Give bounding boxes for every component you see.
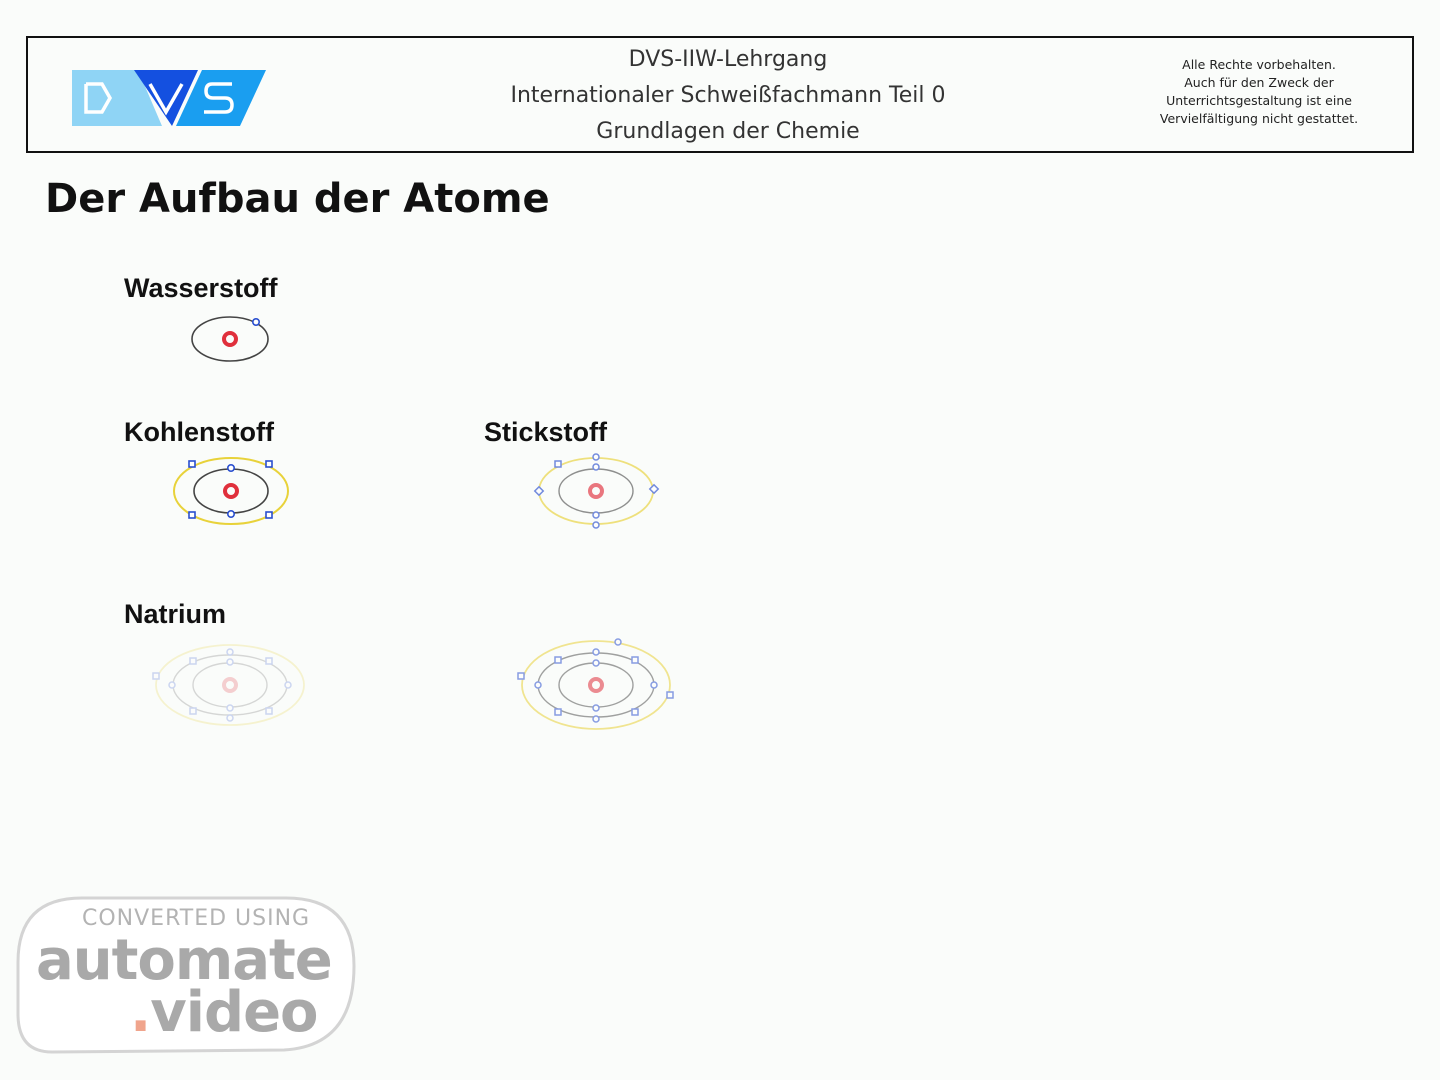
nucleus: [225, 485, 237, 497]
electron: [667, 692, 673, 698]
electron: [615, 639, 621, 645]
electron: [593, 649, 599, 655]
electron: [266, 512, 272, 518]
carbon-atom-diagram: [166, 452, 296, 532]
page-title: Der Aufbau der Atome: [45, 176, 550, 222]
course-line: Internationaler Schweißfachmann Teil 0: [510, 83, 946, 108]
electron: [650, 485, 658, 493]
copyright-line: Auch für den Zweck der: [1184, 75, 1334, 90]
inner-shell: [559, 469, 633, 513]
watermark-brand-suffix: .video: [130, 980, 318, 1045]
electron: [228, 465, 234, 471]
label-sodium: Natrium: [124, 599, 227, 629]
electron: [632, 709, 638, 715]
hydrogen-atom-diagram: [180, 310, 280, 370]
electron: [189, 512, 195, 518]
inner-shell: [559, 663, 633, 707]
electron: [266, 461, 272, 467]
copyright-line: Vervielfältigung nicht gestattet.: [1159, 111, 1359, 126]
course-line: DVS-IIW-Lehrgang: [628, 47, 828, 72]
electron: [518, 673, 524, 679]
inner-shell: [194, 469, 268, 513]
electron: [651, 682, 657, 688]
sodium-atom-faded: [146, 640, 316, 736]
label-nitrogen: Stickstoff: [484, 417, 608, 447]
electron: [555, 709, 561, 715]
label-carbon: Kohlenstoff: [124, 417, 274, 447]
watermark-brand: automate: [36, 928, 332, 993]
copyright-line: Unterrichtsgestaltung ist eine: [1166, 93, 1352, 108]
course-line: Grundlagen der Chemie: [596, 119, 860, 144]
copyright-notice: [1144, 56, 1374, 128]
electron: [189, 461, 195, 467]
sodium-atom-diagram: [512, 634, 682, 738]
electron: [593, 522, 599, 528]
nitrogen-atom-diagram: [530, 450, 664, 534]
electron: [593, 454, 599, 460]
dvs-logo: [72, 70, 266, 126]
watermark: [12, 894, 358, 1056]
electron: [593, 464, 599, 470]
electron: [228, 511, 234, 517]
electron: [632, 657, 638, 663]
electron: [535, 682, 541, 688]
watermark-caption: CONVERTED USING: [82, 906, 311, 931]
nucleus: [590, 485, 602, 497]
electron: [555, 657, 561, 663]
electron: [593, 705, 599, 711]
electron: [593, 716, 599, 722]
label-hydrogen: Wasserstoff: [124, 273, 278, 303]
header-banner: [26, 36, 1414, 153]
nucleus: [224, 333, 236, 345]
course-title: [468, 42, 988, 150]
electron: [555, 461, 561, 467]
electron: [253, 319, 259, 325]
electron: [593, 512, 599, 518]
electron: [535, 487, 543, 495]
electron: [593, 660, 599, 666]
nucleus: [590, 679, 602, 691]
copyright-line: Alle Rechte vorbehalten.: [1182, 57, 1336, 72]
